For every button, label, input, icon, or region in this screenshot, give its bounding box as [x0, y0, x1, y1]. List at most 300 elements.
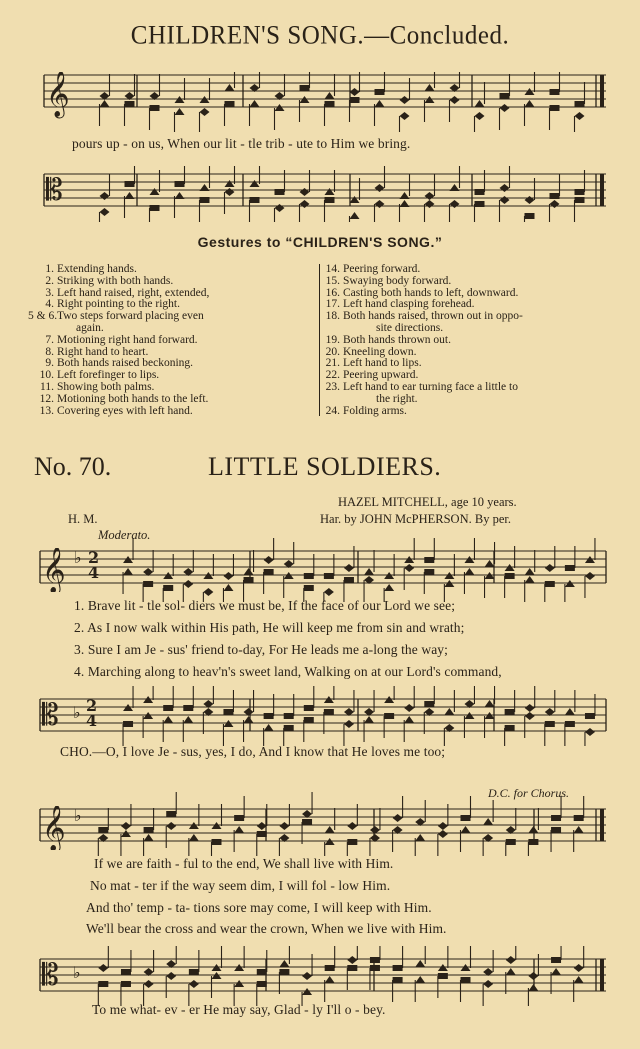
note-head: [525, 100, 535, 107]
note-head: [475, 100, 485, 107]
note-head: [183, 568, 193, 576]
note-head: [325, 92, 335, 99]
note-head: [324, 588, 334, 596]
note-head: [545, 581, 555, 587]
gesture-item: 21. Left hand to lips.: [325, 357, 422, 370]
note-head: [551, 815, 561, 821]
note-head: [506, 839, 516, 845]
note-head: [574, 964, 584, 972]
note-head: [575, 189, 585, 195]
note-head: [384, 713, 394, 719]
note-head: [438, 830, 448, 838]
note-head: [404, 556, 414, 563]
note-head: [189, 980, 199, 988]
note-head: [375, 200, 385, 208]
gesture-item: 1. Extending hands.: [45, 263, 137, 275]
note-head: [550, 200, 560, 208]
note-head: [344, 564, 354, 572]
note-head: [284, 725, 294, 731]
note-head: [284, 560, 294, 568]
svg-text:𝄡: 𝄡: [42, 698, 59, 733]
note-head: [143, 581, 153, 587]
note-head: [438, 822, 448, 830]
note-head: [125, 101, 135, 107]
note-head: [212, 964, 222, 971]
note-head: [525, 88, 535, 95]
svg-text:𝄞: 𝄞: [42, 548, 66, 592]
note-head: [279, 960, 289, 967]
gesture-item: 24. Folding arms.: [325, 404, 407, 417]
note-head: [264, 724, 274, 731]
page-title: CHILDREN'S SONG.—Concluded.: [130, 21, 510, 50]
note-head: [325, 101, 335, 107]
gesture-item: 18. Both hands raised, thrown out in oppo-: [325, 310, 523, 323]
note-head: [574, 826, 584, 833]
note-head: [485, 700, 495, 707]
note-head: [450, 84, 460, 92]
note-head: [325, 965, 335, 971]
verse-line: And tho' temp - ta- tions sore may come, I will keep with Him.: [86, 900, 432, 915]
note-head: [125, 92, 135, 100]
song1-lyric-line: pours up - on us, When our lit - tle trib - ute to Him we bring.: [72, 136, 411, 151]
treble-notes-1: [0, 72, 640, 132]
note-head: [464, 556, 474, 563]
note-head: [375, 89, 385, 95]
note-head: [244, 577, 254, 583]
note-head: [347, 956, 357, 964]
note-head: [203, 572, 213, 579]
note-head: [585, 556, 595, 563]
note-head: [123, 721, 133, 727]
gesture-item: 2. Striking with both hands.: [45, 274, 174, 287]
note-head: [461, 815, 471, 821]
song-number: No. 70.: [34, 452, 112, 481]
note-head: [500, 184, 510, 192]
note-head: [144, 968, 154, 976]
note-head: [143, 568, 153, 576]
note-head: [574, 815, 584, 821]
gesture-item: 14. Peering forward.: [325, 263, 421, 275]
svg-text:♭: ♭: [74, 806, 82, 825]
note-head: [415, 960, 425, 967]
verse-line: 3. Sure I am Je - sus' friend to-day, For He leads me a-long the way;: [74, 642, 448, 657]
note-head: [370, 957, 380, 963]
note-head: [464, 712, 474, 719]
gesture-item: 8. Right hand to heart.: [45, 345, 149, 358]
note-head: [450, 184, 460, 191]
gesture-item: 19. Both hands thrown out.: [325, 333, 451, 346]
note-head: [370, 826, 380, 834]
note-head: [444, 580, 454, 587]
svg-text:𝄡: 𝄡: [42, 958, 59, 993]
note-head: [275, 92, 285, 100]
note-head: [574, 976, 584, 983]
gesture-item: 13. Covering eyes with left hand.: [39, 404, 193, 417]
note-head: [438, 973, 448, 979]
note-head: [150, 92, 160, 100]
verse-line: If we are faith - ful to the end, We shall live with Him.: [94, 856, 394, 871]
note-head: [565, 580, 575, 587]
note-head: [163, 716, 173, 723]
bass-notes-3: [0, 946, 640, 1006]
note-head: [144, 827, 154, 833]
note-head: [200, 96, 210, 103]
note-head: [304, 585, 314, 591]
note-head: [375, 184, 385, 192]
song-arranger: Har. by JOHN McPHERSON. By per.: [320, 512, 511, 526]
note-head: [304, 573, 314, 579]
note-head: [450, 96, 460, 104]
chorus-line: To me what- ev - er He may say, Glad - ly I'll o - bey.: [92, 1002, 386, 1017]
verse-line: We'll bear the cross and wear the crown, When we live with Him.: [86, 921, 447, 936]
chorus-line: CHO.—O, I love Je - sus, yes, I do, And I know that He loves me too;: [60, 744, 446, 759]
note-head: [183, 705, 193, 711]
note-head: [257, 981, 267, 987]
note-head: [166, 822, 176, 830]
note-head: [400, 200, 410, 207]
note-head: [393, 965, 403, 971]
note-head: [364, 568, 374, 575]
note-head: [400, 112, 410, 120]
note-head: [415, 818, 425, 826]
note-head: [325, 197, 335, 203]
note-head: [150, 105, 160, 111]
gesture-item: 11. Showing both palms.: [40, 380, 155, 393]
note-head: [415, 976, 425, 983]
note-head: [464, 568, 474, 575]
note-head: [344, 577, 354, 583]
note-head: [370, 834, 380, 842]
note-head: [344, 708, 354, 716]
note-head: [425, 192, 435, 200]
song-title: LITTLE SOLDIERS.: [208, 452, 442, 481]
note-head: [528, 826, 538, 833]
note-head: [464, 700, 474, 708]
gesture-item: 20. Kneeling down.: [325, 345, 417, 358]
note-head: [525, 704, 535, 712]
note-head: [415, 834, 425, 841]
note-head: [404, 704, 414, 712]
note-head: [424, 701, 434, 707]
note-head: [425, 200, 435, 208]
note-head: [393, 814, 403, 822]
note-head: [200, 184, 210, 191]
note-head: [325, 826, 335, 833]
note-head: [223, 720, 233, 727]
note-head: [225, 101, 235, 107]
note-head: [545, 721, 555, 727]
note-head: [505, 564, 515, 571]
note-head: [575, 197, 585, 203]
note-head: [98, 964, 108, 972]
note-head: [485, 712, 495, 719]
note-head: [166, 811, 176, 817]
note-head: [175, 96, 185, 103]
note-head: [304, 717, 314, 723]
note-head: [525, 568, 535, 575]
note-head: [551, 957, 561, 963]
note-head: [475, 201, 485, 207]
note-head: [438, 964, 448, 971]
note-head: [505, 573, 515, 579]
svg-text:𝄞: 𝄞: [42, 806, 66, 850]
note-head: [528, 839, 538, 845]
note-head: [525, 576, 535, 583]
note-head: [575, 101, 585, 107]
note-head: [575, 112, 585, 120]
note-head: [425, 84, 435, 91]
note-head: [500, 93, 510, 99]
note-head: [347, 965, 357, 971]
note-head: [393, 826, 403, 834]
note-head: [244, 716, 254, 723]
note-head: [189, 969, 199, 975]
gestures-heading: Gestures to “CHILDREN'S SONG.”: [197, 234, 443, 250]
note-head: [545, 708, 555, 716]
gesture-item: 5 & 6.Two steps forward placing even: [28, 310, 204, 323]
note-head: [121, 830, 131, 837]
gesture-item: 17. Left hand clasping forehead.: [325, 298, 475, 311]
note-head: [123, 704, 133, 711]
note-head: [279, 969, 289, 975]
note-head: [300, 200, 310, 208]
note-head: [166, 972, 176, 980]
note-head: [234, 964, 244, 971]
note-head: [324, 573, 334, 579]
note-head: [212, 972, 222, 979]
note-head: [302, 819, 312, 825]
note-head: [550, 193, 560, 199]
note-head: [550, 89, 560, 95]
svg-text:♭: ♭: [73, 963, 81, 982]
note-head: [212, 822, 222, 829]
note-head: [200, 197, 210, 203]
column-divider: [319, 264, 320, 416]
time-signature-top: 2: [88, 548, 100, 567]
note-head: [98, 981, 108, 987]
note-head: [234, 826, 244, 833]
song-initials: H. M.: [68, 512, 98, 526]
note-head: [400, 192, 410, 199]
note-head: [370, 965, 380, 971]
gesture-item: 4. Right pointing to the right.: [45, 298, 180, 311]
note-head: [483, 818, 493, 825]
note-head: [302, 988, 312, 995]
note-head: [300, 85, 310, 91]
note-head: [166, 960, 176, 968]
gesture-item: 9. Both hands raised beckoning.: [45, 357, 194, 370]
verse-line: No mat - ter if the way seem dim, I will fol - low Him.: [90, 878, 391, 893]
gesture-item: 12. Motioning both hands to the left.: [39, 392, 209, 405]
note-head: [189, 834, 199, 841]
note-head: [475, 189, 485, 195]
note-head: [121, 822, 131, 830]
gesture-item: 23. Left hand to ear turning face a little to: [325, 380, 518, 393]
treble-notes-3: [0, 786, 640, 856]
note-head: [234, 980, 244, 987]
tempo-marking: Moderato.: [98, 528, 151, 542]
note-head: [275, 204, 285, 212]
note-head: [264, 713, 274, 719]
note-head: [393, 977, 403, 983]
note-head: [100, 192, 110, 200]
note-head: [257, 822, 267, 830]
note-head: [475, 112, 485, 120]
note-head: [225, 180, 235, 187]
note-head: [444, 708, 454, 715]
note-head: [425, 96, 435, 103]
note-head: [304, 705, 314, 711]
note-head: [506, 826, 516, 834]
note-head: [175, 181, 185, 187]
note-head: [350, 212, 360, 219]
note-head: [98, 827, 108, 833]
note-head: [424, 569, 434, 575]
note-head: [444, 724, 454, 732]
note-head: [461, 826, 471, 833]
note-head: [325, 838, 335, 845]
gesture-item-continued: site directions.: [376, 321, 444, 334]
note-head: [203, 708, 213, 716]
note-head: [364, 708, 374, 716]
time-signature-bottom: 4: [86, 711, 98, 730]
gesture-item: 3. Left hand raised, right, extended,: [45, 286, 210, 299]
note-head: [212, 839, 222, 845]
note-head: [223, 572, 233, 580]
note-head: [250, 197, 260, 203]
note-head: [300, 96, 310, 103]
note-head: [123, 568, 133, 575]
note-head: [565, 721, 575, 727]
note-head: [347, 822, 357, 830]
note-head: [279, 822, 289, 830]
note-head: [483, 834, 493, 842]
note-head: [125, 181, 135, 187]
note-head: [525, 213, 535, 219]
note-head: [302, 972, 312, 980]
note-head: [123, 556, 133, 563]
note-head: [100, 208, 110, 216]
note-head: [143, 696, 153, 703]
note-head: [505, 725, 515, 731]
note-head: [163, 705, 173, 711]
note-head: [257, 969, 267, 975]
note-head: [175, 192, 185, 199]
note-head: [275, 104, 285, 111]
gesture-item: 22. Peering upward.: [325, 369, 419, 382]
gesture-item: 10. Left forefinger to lips.: [39, 369, 160, 382]
note-head: [284, 572, 294, 579]
note-head: [384, 696, 394, 703]
note-head: [150, 205, 160, 211]
gestures-left-column: [28, 263, 318, 417]
note-head: [144, 834, 154, 841]
note-head: [400, 96, 410, 104]
note-head: [350, 88, 360, 96]
note-head: [565, 708, 575, 715]
note-head: [585, 713, 595, 719]
note-head: [506, 968, 516, 975]
note-head: [325, 188, 335, 195]
svg-text:𝄞: 𝄞: [46, 72, 70, 117]
note-head: [225, 188, 235, 196]
note-head: [551, 968, 561, 975]
note-head: [163, 585, 173, 591]
note-head: [364, 716, 374, 723]
gesture-item-continued: again.: [76, 321, 104, 334]
note-head: [225, 84, 235, 91]
note-head: [350, 97, 360, 103]
bass-notes-1: [0, 166, 640, 222]
note-head: [375, 100, 385, 107]
note-head: [545, 564, 555, 572]
dc-marking: D.C. for Chorus.: [488, 786, 570, 800]
note-head: [461, 964, 471, 971]
note-head: [302, 810, 312, 818]
note-head: [175, 108, 185, 115]
gestures-right-column: [324, 264, 614, 417]
svg-text:♭: ♭: [74, 548, 82, 567]
note-head: [143, 712, 153, 719]
note-head: [585, 572, 595, 580]
note-head: [200, 108, 210, 116]
note-head: [424, 708, 434, 716]
note-head: [264, 556, 274, 564]
verse-line: 2. As I now walk within His path, He will keep me from sin and wrath;: [74, 620, 465, 635]
note-head: [461, 977, 471, 983]
note-head: [250, 100, 260, 107]
gesture-item: 16. Casting both hands to left, downward.: [325, 286, 519, 299]
note-head: [100, 100, 110, 107]
time-signature-bottom: 4: [88, 563, 100, 582]
note-head: [444, 572, 454, 579]
note-head: [384, 572, 394, 579]
note-head: [404, 564, 414, 572]
verse-line: 4. Marching along to heav'n's sweet land, Walking on at our Lord's command,: [74, 664, 502, 679]
note-head: [203, 588, 213, 596]
note-head: [250, 180, 260, 187]
gesture-item: 7. Motioning right hand forward.: [45, 333, 198, 346]
note-head: [505, 709, 515, 715]
note-head: [565, 565, 575, 571]
note-head: [257, 831, 267, 837]
note-head: [551, 827, 561, 833]
time-signature-top: 2: [86, 696, 98, 715]
note-head: [525, 196, 535, 204]
note-head: [483, 968, 493, 976]
note-head: [250, 84, 260, 92]
note-head: [234, 815, 244, 821]
note-head: [347, 839, 357, 845]
gesture-item: 15. Swaying body forward.: [325, 274, 452, 287]
note-head: [528, 972, 538, 980]
note-head: [525, 712, 535, 720]
svg-text:♭: ♭: [73, 703, 81, 722]
note-head: [284, 713, 294, 719]
note-head: [344, 720, 354, 728]
note-head: [424, 557, 434, 563]
note-head: [264, 569, 274, 575]
note-head: [223, 709, 233, 715]
svg-text:𝄡: 𝄡: [46, 173, 63, 208]
note-head: [364, 576, 374, 584]
note-head: [98, 834, 108, 842]
note-head: [100, 92, 110, 100]
note-head: [300, 188, 310, 196]
note-head: [585, 728, 595, 736]
note-head: [325, 976, 335, 983]
gesture-item-continued: the right.: [376, 392, 418, 405]
